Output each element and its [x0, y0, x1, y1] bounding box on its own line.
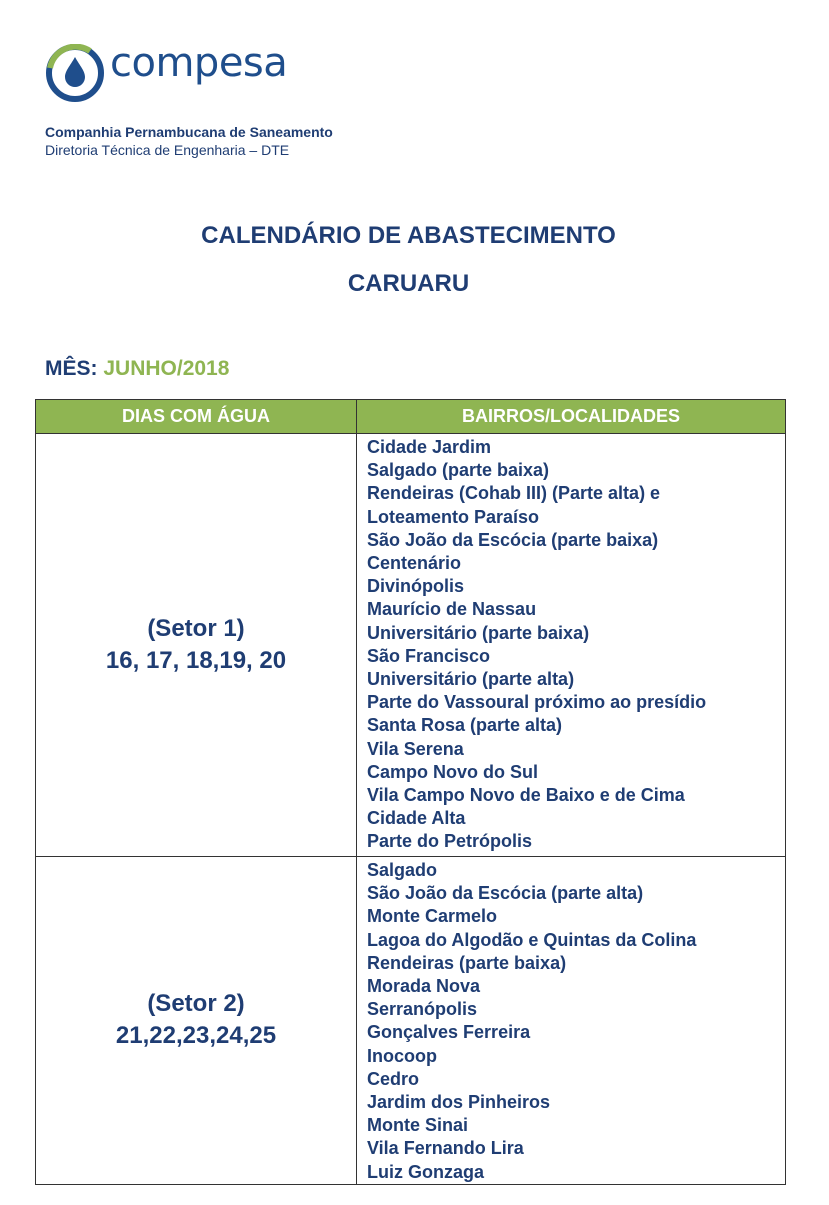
month-label: MÊS: [45, 357, 98, 380]
area-item: Lagoa do Algodão e Quintas da Colina [367, 929, 697, 950]
area-item: Cedro [367, 1068, 420, 1089]
table-row [36, 434, 786, 857]
area-item: Gonçalves Ferreira [367, 1022, 531, 1043]
sector-label: (Setor 2) [147, 990, 245, 1018]
area-item: Parte do Vassoural próximo ao presídio [367, 692, 707, 713]
area-item: Jardim dos Pinheiros [367, 1092, 551, 1113]
month-line [45, 357, 229, 381]
area-item: Rendeiras (Cohab III) (Parte alta) e [367, 483, 661, 504]
area-item: Luiz Gonzaga [367, 1161, 484, 1182]
area-item: São Francisco [367, 645, 491, 666]
city-title: CARUARU [347, 270, 470, 297]
area-item: Universitário (parte alta) [367, 669, 575, 690]
areas-cell [357, 857, 786, 1185]
area-item: Monte Carmelo [367, 906, 498, 927]
area-item: Cidade Alta [367, 808, 466, 829]
area-item: Cidade Jardim [367, 437, 492, 457]
header-days: DIAS COM ÁGUA [36, 400, 357, 434]
area-item: Rendeiras (parte baixa) [367, 952, 567, 973]
area-item: Maurício de Nassau [367, 599, 537, 620]
water-drop-icon [46, 44, 104, 102]
area-item: São João da Escócia (parte alta) [367, 883, 644, 904]
area-item: São João da Escócia (parte baixa) [367, 529, 659, 550]
area-item: Campo Novo do Sul [367, 761, 538, 782]
area-item: Loteamento Paraíso [367, 506, 540, 527]
days-cell [36, 857, 357, 1185]
area-item: Monte Sinai [367, 1115, 469, 1136]
department-name: Diretoria Técnica de Engenharia – DTE [45, 142, 290, 158]
area-item: Salgado (parte baixa) [367, 460, 550, 481]
area-item: Salgado [367, 860, 438, 880]
table-row [36, 857, 786, 1185]
area-item: Centenário [367, 553, 462, 574]
days-list: 21,22,23,24,25 [115, 1022, 277, 1050]
sector-label: (Setor 1) [147, 615, 245, 642]
days-list: 16, 17, 18,19, 20 [105, 647, 287, 674]
area-item: Morada Nova [367, 976, 481, 997]
areas-cell [357, 434, 786, 857]
area-item: Universitário (parte baixa) [367, 622, 590, 643]
supply-schedule-table [35, 399, 786, 1185]
area-item: Parte do Petrópolis [367, 831, 533, 852]
month-value: JUNHO/2018 [103, 357, 230, 380]
area-item: Inocoop [367, 1045, 437, 1066]
area-item: Serranópolis [367, 999, 478, 1020]
days-cell [36, 434, 357, 857]
area-item: Vila Fernando Lira [367, 1138, 524, 1159]
company-name: Companhia Pernambucana de Saneamento [45, 124, 333, 140]
header-areas: BAIRROS/LOCALIDADES [357, 400, 786, 434]
table-header-row [36, 400, 786, 434]
area-item: Vila Serena [367, 738, 464, 759]
logo-text: compesa [110, 40, 288, 86]
compesa-logo [46, 40, 288, 100]
document-title: CALENDÁRIO DE ABASTECIMENTO [201, 222, 616, 249]
area-item: Vila Campo Novo de Baixo e de Cima [367, 785, 685, 806]
area-item: Santa Rosa (parte alta) [367, 715, 563, 736]
area-item: Divinópolis [367, 576, 465, 597]
